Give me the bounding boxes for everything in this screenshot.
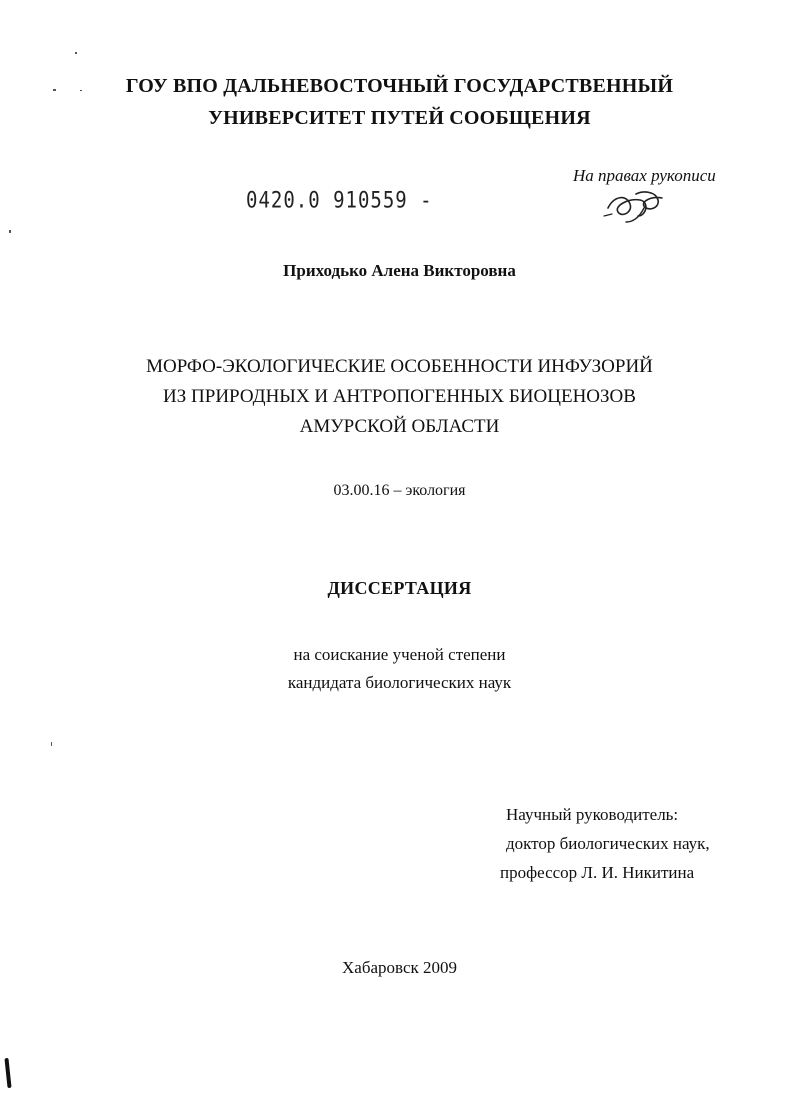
degree-line-1: на соискание ученой степени: [293, 645, 506, 664]
specialty-code: 03.00.16 – экология: [333, 482, 466, 499]
institution-line-1: ГОУ ВПО ДАЛЬНЕВОСТОЧНЫЙ ГОСУДАРСТВЕННЫЙ: [125, 75, 674, 97]
scan-edge-mark: [4, 1058, 11, 1088]
manuscript-note: На правах рукописи: [573, 166, 716, 185]
city-year: Хабаровск 2009: [342, 958, 457, 977]
registration-number: 0420.0 910559 -: [246, 188, 433, 214]
title-line-2: ИЗ ПРИРОДНЫХ И АНТРОПОГЕННЫХ БИОЦЕНОЗОВ: [163, 386, 636, 407]
supervisor-degree: доктор биологических наук,: [506, 834, 710, 853]
scan-speck: [9, 230, 11, 233]
title-line-3: АМУРСКОЙ ОБЛАСТИ: [299, 416, 500, 437]
signature-image: [600, 186, 670, 226]
institution-header: [0, 70, 799, 134]
scan-speck: [51, 742, 52, 746]
scan-speck: [75, 52, 77, 54]
dissertation-title: [0, 352, 799, 442]
supervisor-block: [500, 800, 710, 887]
author-name: Приходько Алена Викторовна: [283, 261, 516, 280]
supervisor-label: Научный руководитель:: [506, 805, 679, 824]
degree-description: [0, 641, 799, 697]
degree-line-2: кандидата биологических наук: [287, 673, 512, 692]
document-type: ДИССЕРТАЦИЯ: [327, 578, 472, 598]
supervisor-name: профессор Л. И. Никитина: [500, 863, 695, 882]
scan-speck: [53, 89, 56, 91]
institution-line-2: УНИВЕРСИТЕТ ПУТЕЙ СООБЩЕНИЯ: [208, 107, 591, 129]
scan-speck: [80, 90, 82, 91]
title-line-1: МОРФО-ЭКОЛОГИЧЕСКИЕ ОСОБЕННОСТИ ИНФУЗОРИЙ: [146, 356, 653, 377]
